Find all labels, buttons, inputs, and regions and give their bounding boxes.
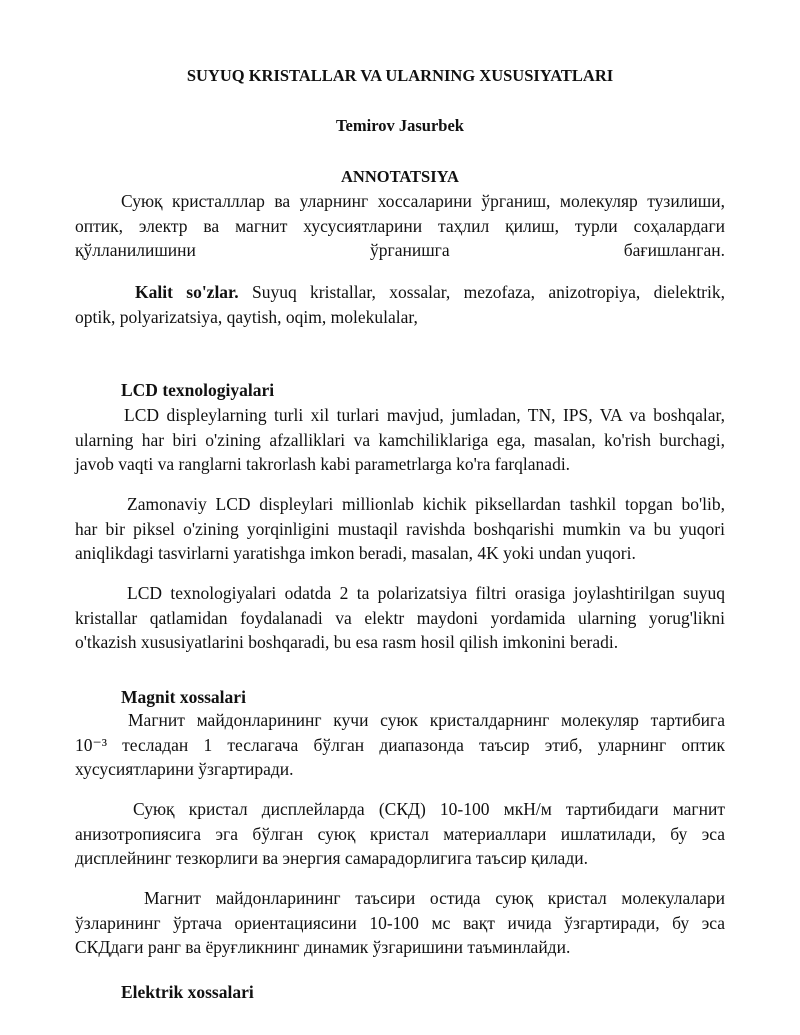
magnit-paragraph-2 bbox=[75, 797, 725, 871]
keywords-paragraph bbox=[75, 280, 725, 329]
lcd-paragraph-1 bbox=[75, 403, 725, 477]
text-line: Суюқ кристал дисплейларда (СКД) 10-100 мкН/м тартибидаги магнит bbox=[133, 799, 725, 819]
text-line: анизотропиясига эга бўлган суюқ кристал материаллари ишлатилади, бу эса bbox=[75, 823, 725, 844]
text-line: хусусиятларини ўзгартиради. bbox=[75, 759, 294, 779]
text-line: Суюқ кристалллар ва уларнинг хоссаларини ўрганиш, молекуляр тузилиши, bbox=[121, 191, 725, 211]
keywords-text: Suyuq kristallar, xossalar, mezofaza, anizotropiya, dielektrik, bbox=[251, 282, 726, 302]
lcd-paragraph-3 bbox=[75, 581, 725, 655]
text-line: kristallar qatlamidan foydalanadi va elektr maydoni yordamida ularning yorug'likni bbox=[75, 607, 725, 628]
text-line: Zamonaviy LCD displeylari millionlab kichik piksellardan tashkil topgan bo'lib, bbox=[127, 494, 725, 514]
document-title: SUYUQ KRISTALLAR VA ULARNING XUSUSIYATLARI bbox=[186, 66, 614, 85]
section-heading-elektrik: Elektrik xossalari bbox=[121, 982, 254, 1002]
text-line: LCD displeylarning turli xil turlari mavjud, jumladan, TN, IPS, VA va boshqalar, bbox=[124, 405, 725, 425]
section-heading-magnit: Magnit xossalari bbox=[121, 687, 246, 707]
text-line: Магнит майдонларининг кучи суюк кристалдарнинг молекуляр тартибига bbox=[128, 710, 725, 730]
section-heading-lcd: LCD texnologiyalari bbox=[121, 380, 275, 400]
text-line: o'tkazish xususiyatlarini boshqaradi, bu esa rasm hosil qilish imkonini beradi. bbox=[75, 632, 619, 652]
magnit-paragraph-1 bbox=[75, 708, 725, 782]
text-line: СКДдаги ранг ва ёруғликнинг динамик ўзгаришини таъминлайди. bbox=[75, 937, 571, 957]
text-line: LCD texnologiyalari odatda 2 ta polarizatsiya filtri orasiga joylashtirilgan suyuq bbox=[127, 583, 725, 603]
text-line: aniqlikdagi tasvirlarni yaratishga imkon beradi, masalan, 4K yoki undan yuqori. bbox=[75, 543, 636, 563]
annotation-heading: ANNOTATSIYA bbox=[341, 167, 459, 186]
text-line: ўзларининг ўртача ориентациясини 10-100 мс вақт ичида ўзгартиради, бу эса bbox=[75, 912, 725, 933]
text-line: қўлланилишини ўрганишга бағишланган. bbox=[75, 240, 725, 260]
text-line: 10⁻³ тесладан 1 теслагача бўлган диапазонда таъсир этиб, уларнинг оптик bbox=[75, 734, 725, 755]
text-line bbox=[75, 280, 725, 305]
text-line: ularning har biri o'zining afzalliklari va kamchiliklariga ega, masalan, ko'rish burchagi, bbox=[75, 429, 725, 450]
text-line: optik, polyarizatsiya, qaytish, oqim, molekulalar, bbox=[75, 306, 418, 327]
author-name: Temirov Jasurbek bbox=[336, 116, 464, 135]
magnit-paragraph-3 bbox=[75, 886, 725, 960]
text-line: дисплейнинг тезкорлиги ва энергия самарадорлигига таъсир қилади. bbox=[75, 848, 588, 868]
keywords-label: Kalit so'zlar. bbox=[135, 282, 239, 302]
annotation-paragraph bbox=[75, 189, 725, 263]
text-line: javob vaqti va ranglarni takrorlash kabi parametrlarga ko'ra farqlanadi. bbox=[75, 454, 571, 474]
text-line: har bir piksel o'zining yorqinligini mustaqil ravishda boshqarishi mumkin va bu yuqori bbox=[75, 518, 725, 539]
lcd-paragraph-2 bbox=[75, 492, 725, 566]
text-line: оптик, электр ва магнит хусусиятларини таҳлил қилиш, турли соҳалардаги bbox=[75, 215, 725, 236]
text-line: Магнит майдонларининг таъсири остида суюқ кристал молекулалари bbox=[144, 888, 725, 908]
